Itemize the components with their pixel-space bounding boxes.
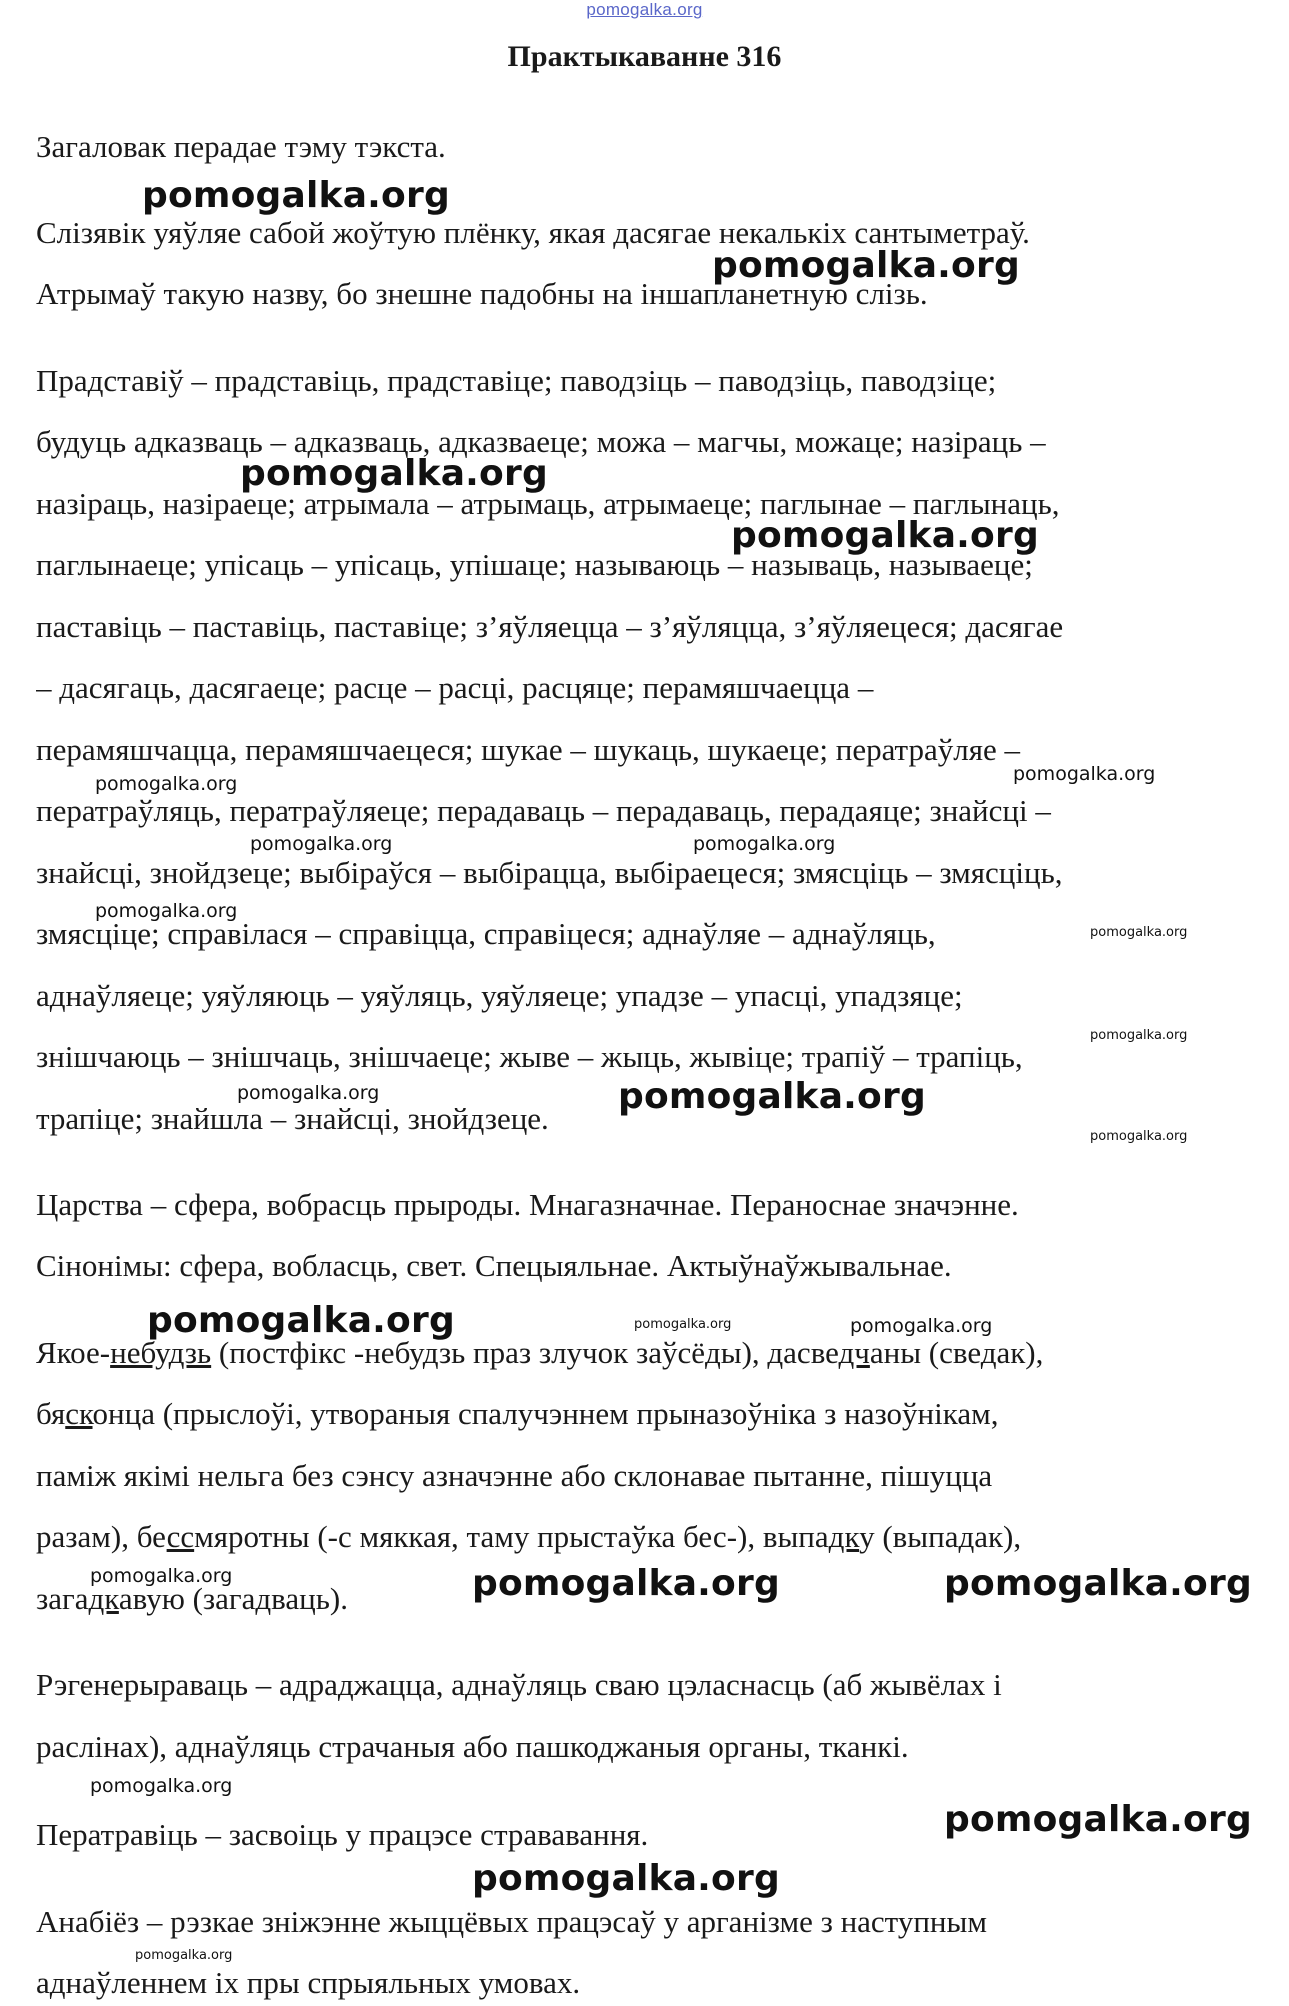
watermark: pomogalka.org [135, 1948, 233, 1963]
underlined-morpheme: дч [838, 1335, 870, 1370]
text-line: Слізявік уяўляе сабой жоўтую плёнку, якая дасягае некалькіх сантыметраў. [36, 215, 1030, 250]
text-line: паміж якімі нельга без сэнсу азначэнне або склонавае пытанне, пішуцца [36, 1458, 993, 1493]
text-span: у (выпадак), [859, 1519, 1022, 1554]
watermark: pomogalka.org [90, 1775, 233, 1797]
underlined-morpheme: небудзь [110, 1335, 212, 1370]
watermark: pomogalka.org [618, 1076, 926, 1117]
text-span: зага [36, 1581, 89, 1616]
text-line: будуць адказваць – адказваць, адказваеце; можа – магчы, можаце; назіраць – [36, 424, 1046, 459]
text-line: Рэгенерыраваць – адраджацца, аднаўляць сваю цэласнасць (аб жывёлах і [36, 1667, 1002, 1702]
text-line: – дасягаць, дасягаеце; расце – расці, расцяце; перамяшчаецца – [36, 670, 874, 705]
text-line [36, 1517, 1256, 1557]
text-span: разам), бе [36, 1519, 167, 1554]
watermark: pomogalka.org [1090, 925, 1188, 940]
site-watermark-header: pomogalka.org [586, 0, 703, 19]
watermark: pomogalka.org [1090, 1028, 1188, 1043]
watermark: pomogalka.org [240, 453, 548, 494]
watermark: pomogalka.org [90, 1565, 233, 1587]
text-line: трапіце; знайшла – знайсці, знойдзеце. [36, 1101, 549, 1136]
watermark: pomogalka.org [472, 1858, 780, 1899]
text-span: аны (сведак), [869, 1335, 1044, 1370]
watermark: pomogalka.org [634, 1317, 732, 1332]
watermark: pomogalka.org [142, 175, 450, 216]
underlined-morpheme: дк [88, 1581, 119, 1616]
text-line: раслінах), аднаўляць страчаныя або пашкоджаныя органы, тканкі. [36, 1729, 909, 1764]
text-line: знішчаюць – знішчаць, знішчаеце; жыве – жыць, жывіце; трапіў – трапіць, [36, 1039, 1023, 1074]
watermark: pomogalka.org [472, 1563, 780, 1604]
watermark: pomogalka.org [95, 900, 238, 922]
text-line: Ператравіць – засвоіць у працэсе стрававання. [36, 1817, 649, 1852]
underlined-morpheme: ск [65, 1396, 93, 1431]
text-span: Якое- [36, 1335, 111, 1370]
underlined-morpheme: дк [828, 1519, 860, 1554]
text-line: Сінонімы: сфера, вобласць, свет. Спецыяльнае. Актыўнаўжывальнае. [36, 1248, 952, 1283]
text-line: Атрымаў такую назву, бо знешне падобны на іншапланетную слізь. [36, 276, 928, 311]
watermark: pomogalka.org [95, 773, 238, 795]
text-span: бя [36, 1396, 66, 1431]
text-line: аднаўленнем іх пры спрыяльных умовах. [36, 1965, 581, 2000]
watermark: pomogalka.org [1090, 1129, 1188, 1144]
watermark: pomogalka.org [250, 833, 393, 855]
text-line: Царства – сфера, вобрасць прыроды. Мнагазначнае. Пераноснае значэнне. [36, 1187, 1019, 1222]
text-span: мяротны (-с мяккая, таму прыстаўка бес-), выпа [194, 1519, 829, 1554]
text-line: паставіць – паставіць, паставіце; з’яўляецца – з’яўляцца, з’яўляецеся; дасягае [36, 609, 1064, 644]
watermark: pomogalka.org [693, 833, 836, 855]
text-line: Загаловак перадае тэму тэкста. [36, 129, 446, 164]
watermark: pomogalka.org [712, 245, 1020, 286]
text-line: аднаўляеце; уяўляюць – уяўляць, уяўляеце; упадзе – упасці, упадзяце; [36, 978, 963, 1013]
text-line: Анабіёз – рэзкае зніжэнне жыццёвых працэсаў у арганізме з наступным [36, 1904, 987, 1939]
text-span: авую (загадваць). [118, 1581, 348, 1616]
watermark: pomogalka.org [147, 1300, 455, 1341]
text-span: онца (прыслоўі, утвораныя спалучэннем прыназоўніка з назоўнікам, [92, 1396, 999, 1431]
page-title: Практыкаванне 316 [507, 40, 782, 73]
text-line [36, 1394, 1256, 1434]
text-line: паглынаеце; упісаць – упісаць, упішаце; называюць – называць, называеце; [36, 547, 1033, 582]
text-span: (постфікс -небудзь праз злучок заўсёды), дасве [211, 1335, 839, 1370]
text-line: назіраць, назіраеце; атрымала – атрымаць, атрымаеце; паглынае – паглынаць, [36, 486, 1060, 521]
text-line: ператраўляць, ператраўляеце; перадаваць – перадаваць, перадаяце; знайсці – [36, 793, 1051, 828]
watermark: pomogalka.org [731, 515, 1039, 556]
text-line: змясціце; справілася – справіцца, справіцеся; аднаўляе – аднаўляць, [36, 916, 936, 951]
watermark: pomogalka.org [1013, 763, 1156, 785]
watermark: pomogalka.org [850, 1315, 993, 1337]
text-line: знайсці, знойдзеце; выбіраўся – выбірацца, выбіраецеся; змясціць – змясціць, [36, 855, 1063, 890]
text-line: Прадставіў – прадставіць, прадставіце; паводзіць – паводзіць, паводзіце; [36, 363, 997, 398]
text-line: перамяшчацца, перамяшчаецеся; шукае – шукаць, шукаеце; ператраўляе – [36, 732, 1020, 767]
watermark: pomogalka.org [237, 1082, 380, 1104]
underlined-morpheme: сс [166, 1519, 195, 1554]
watermark: pomogalka.org [944, 1799, 1252, 1840]
watermark: pomogalka.org [944, 1563, 1252, 1604]
